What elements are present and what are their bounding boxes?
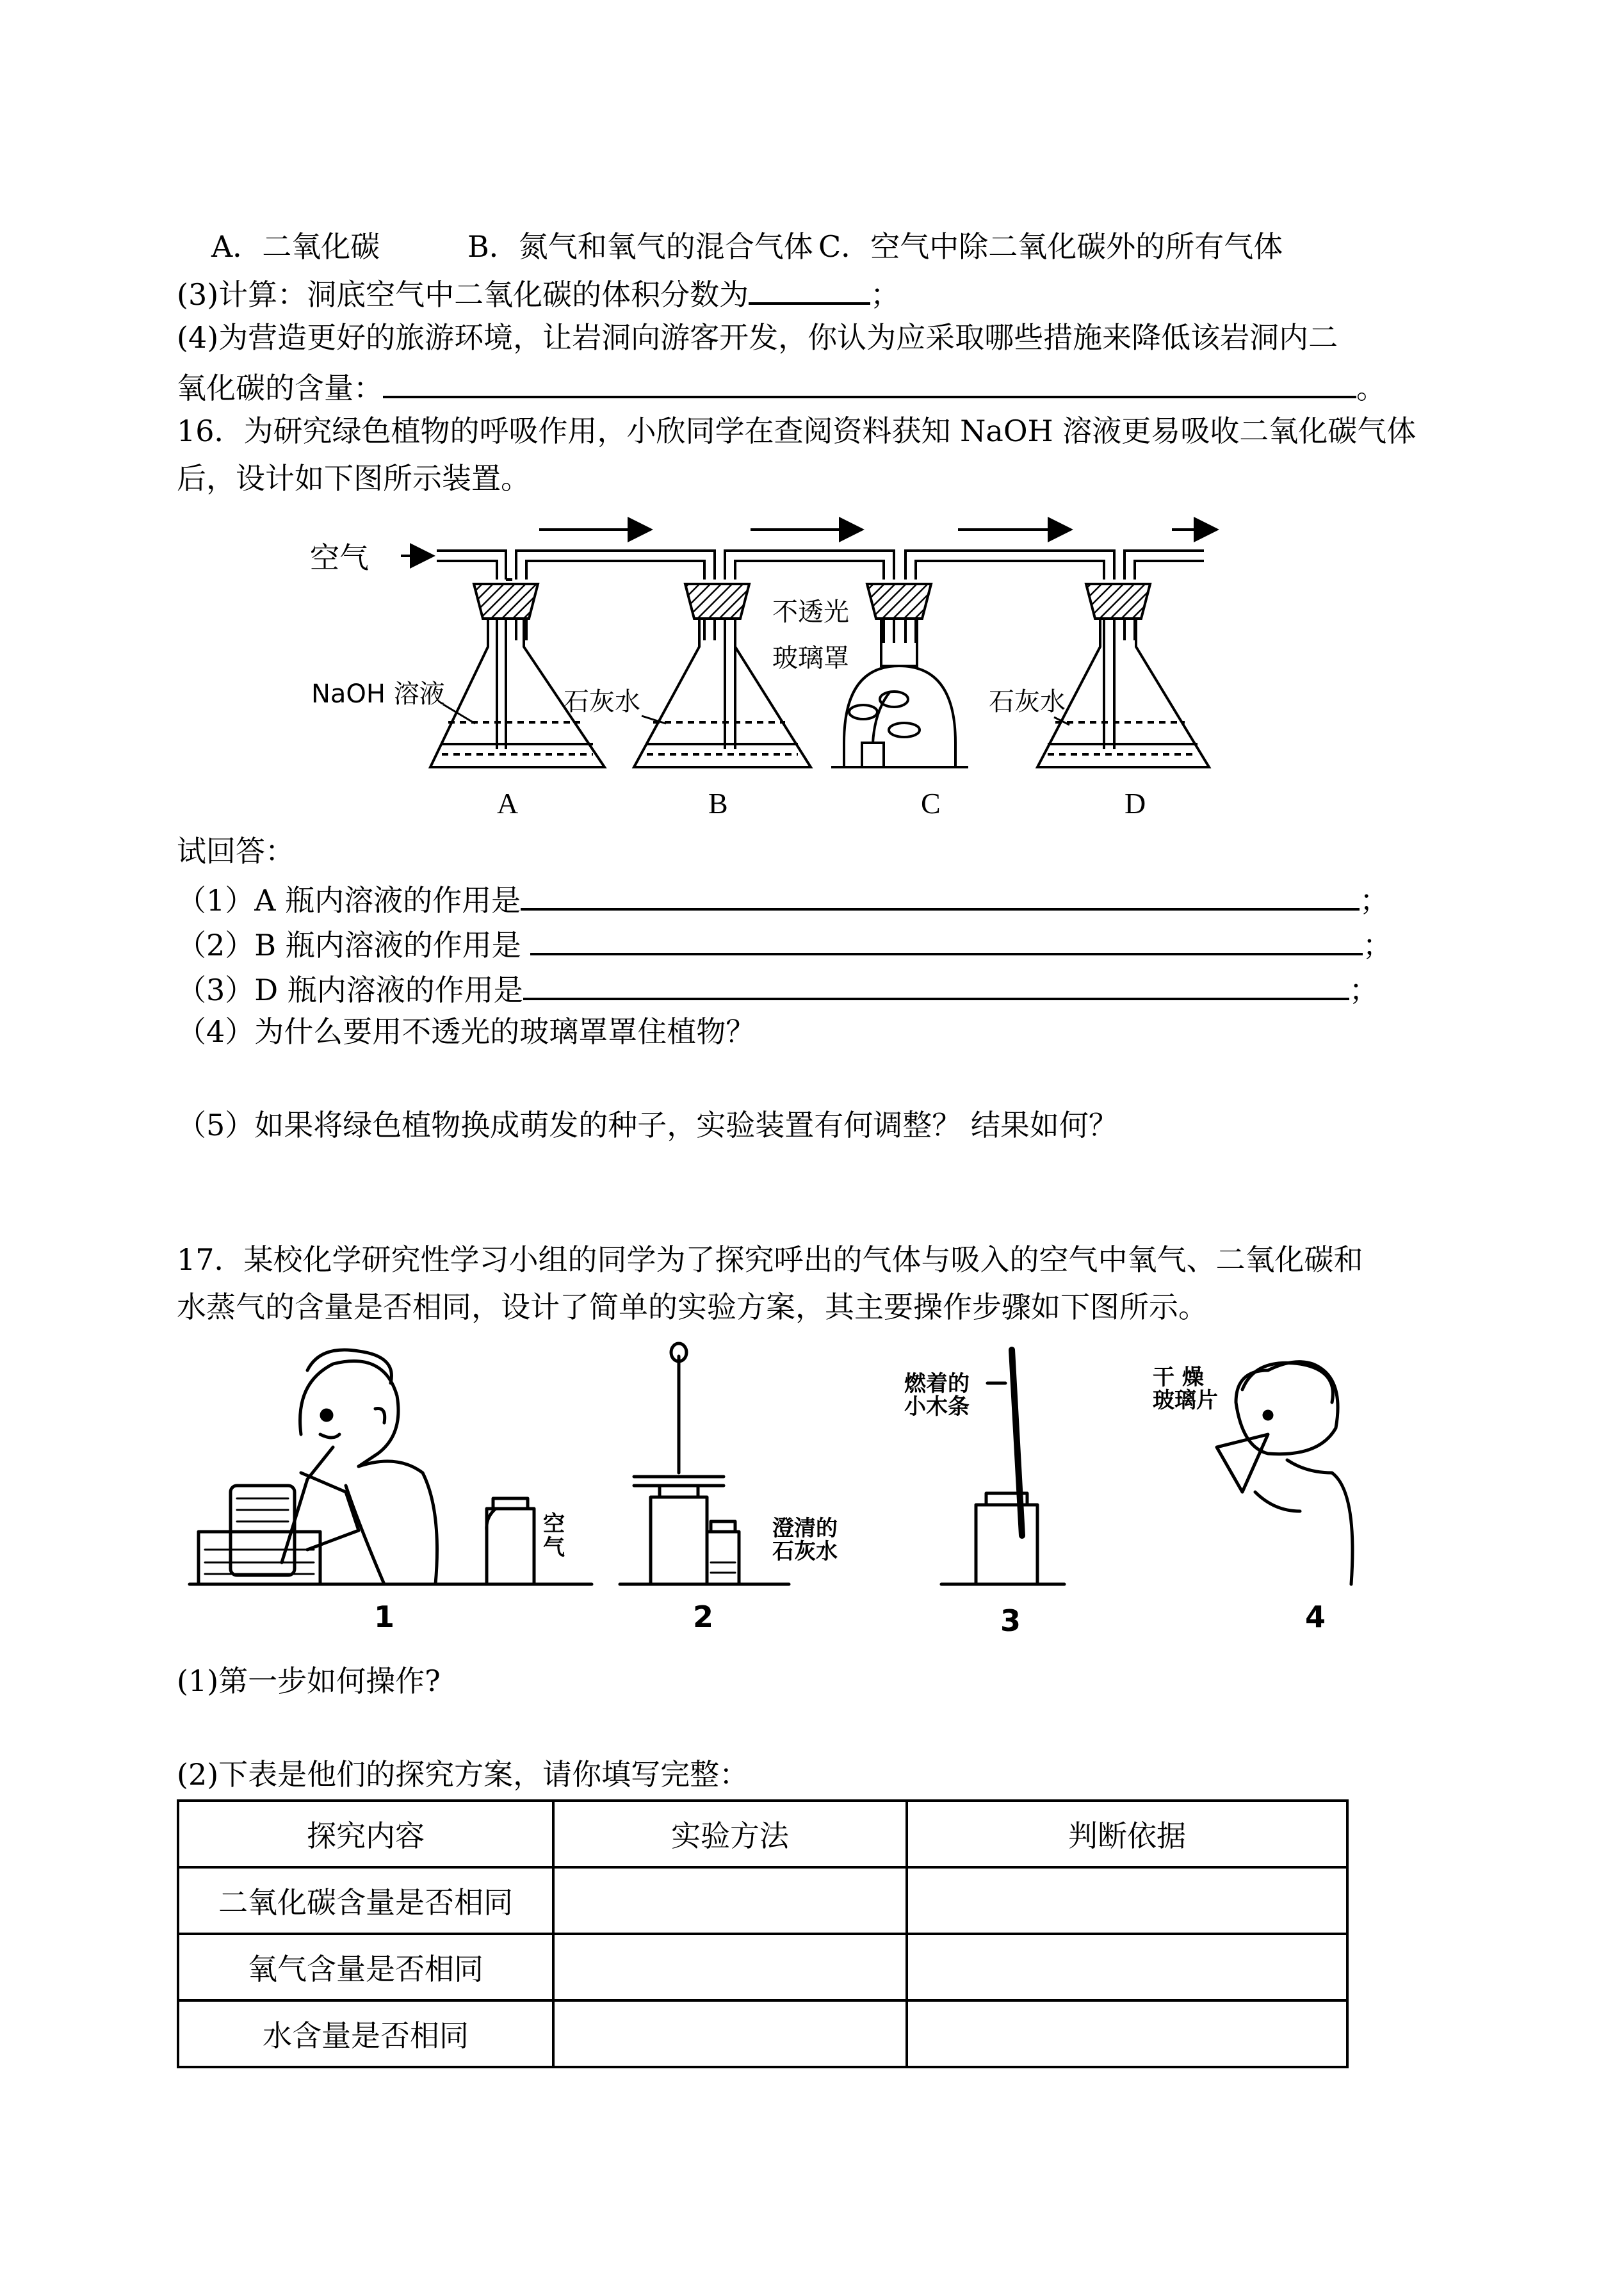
q15-sub3-text: (3)计算：洞底空气中二氧化碳的体积分数为: [177, 277, 749, 312]
table-header-cell: 实验方法: [553, 1801, 907, 1867]
q16-stem-line1: 16．为研究绿色植物的呼吸作用，小欣同学在查阅资料获知 NaOH 溶液更易吸收二氧化碳气体: [177, 414, 1417, 448]
q15-sub4-text: 氧化碳的含量：: [177, 371, 383, 405]
q15-sub4-end: 。: [1356, 371, 1386, 405]
q16-answer-intro: 试回答：: [177, 834, 295, 868]
q16-q1-text: （1）A 瓶内溶液的作用是: [177, 883, 521, 918]
table-header-cell: 探究内容: [178, 1801, 553, 1867]
q17-sub2: (2)下表是他们的探究方案，请你填写完整：: [177, 1757, 749, 1792]
step1-air-text: 空气: [543, 1511, 565, 1561]
q16-question-5: （5）如果将绿色植物换成萌发的种子，实验装置有何调整？ 结果如何？: [177, 1108, 1118, 1142]
step2-limewater-line1: 澄清的: [772, 1516, 838, 1541]
table-cell-basis[interactable]: [907, 1934, 1347, 2000]
q15-option-a: A．二氧化碳: [211, 229, 380, 264]
step-number-2: 2: [693, 1600, 714, 1634]
table-row: [178, 1934, 1347, 2000]
air-inlet-label: 空气: [310, 540, 369, 575]
table-header-row: [178, 1801, 1347, 1867]
flask-label-a: A: [497, 787, 519, 820]
q16-q3-text: （3）D 瓶内溶液的作用是: [177, 973, 523, 1007]
table-cell-content: 氧气含量是否相同: [178, 1934, 553, 2000]
q17-sub1: (1)第一步如何操作?: [177, 1664, 441, 1698]
step4-glass-line1: 干 燥: [1153, 1365, 1204, 1390]
step-number-3: 3: [1000, 1603, 1021, 1638]
naoh-solution-label: NaOH 溶液: [311, 679, 445, 709]
step1-air-label: [543, 1512, 566, 1561]
step-number-4: 4: [1305, 1600, 1326, 1634]
step4-glass-line2: 玻璃片: [1153, 1387, 1218, 1413]
table-cell-content: 二氧化碳含量是否相同: [178, 1867, 553, 1934]
q16-question-4: （4）为什么要用不透光的玻璃罩罩住植物？: [177, 1014, 756, 1049]
inquiry-plan-table: [177, 1799, 1349, 2068]
q15-sub4-line1: (4)为营造更好的旅游环境，让岩洞向游客开发，你认为应采取哪些措施来降低该岩洞内二: [177, 320, 1338, 355]
step4-glass-breath: [1217, 1362, 1352, 1584]
table-row: [178, 1867, 1347, 1934]
table-cell-method[interactable]: [553, 2000, 907, 2067]
table-cell-content: 水含量是否相同: [178, 2000, 553, 2067]
table-cell-method[interactable]: [553, 1867, 907, 1934]
q15-option-b: B．氮气和氧气的混合气体: [467, 229, 813, 264]
q15-sub3-end: ；: [870, 277, 900, 312]
step4-glass-label: [1153, 1366, 1218, 1412]
table-cell-method[interactable]: [553, 1934, 907, 2000]
step3-stick-label: [904, 1373, 970, 1418]
flask-label-c: C: [921, 787, 941, 820]
step-number-1: 1: [374, 1600, 395, 1634]
q16-q2-text: （2）B 瓶内溶液的作用是: [177, 928, 521, 962]
table-cell-basis[interactable]: [907, 2000, 1347, 2067]
step1-person-blowing: [190, 1350, 592, 1584]
q17-stem-line1: 17．某校化学研究性学习小组的同学为了探究呼出的气体与吸入的空气中氧气、二氧化碳和: [177, 1242, 1363, 1277]
table-header-cell: 判断依据: [907, 1801, 1347, 1867]
cover-label-line2: 玻璃罩: [772, 644, 849, 673]
flask-label-d: D: [1125, 787, 1146, 820]
step2-limewater-line2: 石灰水: [772, 1538, 838, 1564]
q16-stem-line2: 后，设计如下图所示装置。: [177, 461, 530, 496]
q17-stem-line2: 水蒸气的含量是否相同，设计了简单的实验方案，其主要操作步骤如下图所示。: [177, 1290, 1208, 1324]
step2-limewater: [620, 1343, 789, 1584]
limewater-d-label: 石灰水: [989, 687, 1066, 717]
table-row: [178, 2000, 1347, 2067]
cover-label-line1: 不透光: [772, 597, 849, 627]
q16-q1-end: ；: [1360, 883, 1390, 918]
q15-option-c: C．空气中除二氧化碳外的所有气体: [818, 229, 1283, 264]
step2-limewater-label: [772, 1518, 838, 1563]
step3-stick-line1: 燃着的: [904, 1371, 970, 1397]
q16-q2-end: ；: [1362, 928, 1392, 962]
q16-q3-end: ；: [1349, 973, 1379, 1007]
step3-stick-line2: 小木条: [904, 1393, 970, 1420]
flask-label-b: B: [708, 787, 728, 820]
table-cell-basis[interactable]: [907, 1867, 1347, 1934]
limewater-b-label: 石灰水: [564, 687, 640, 717]
